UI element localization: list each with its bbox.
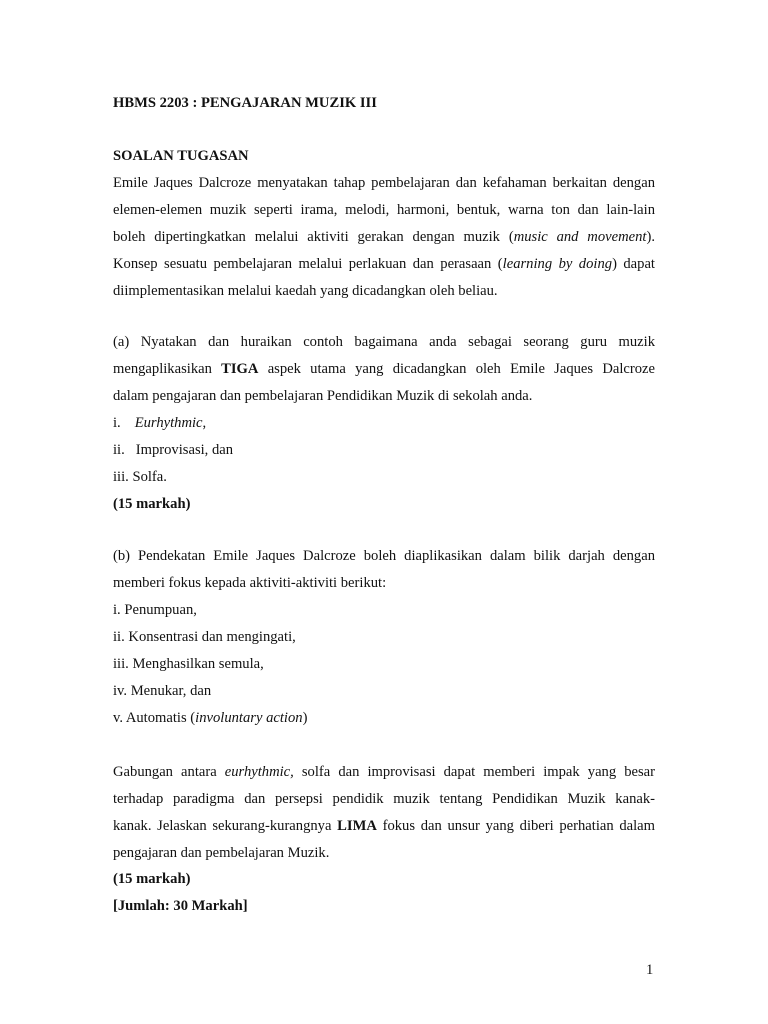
intro-line [113, 229, 655, 246]
question-b-text: solfa dan improvisasi dapat memberi impak yang besar [293, 764, 655, 780]
document-title: HBMS 2203 : PENGAJARAN MUZIK III [113, 95, 377, 111]
total-marks-label: [Jumlah: 30 Markah] [113, 898, 248, 914]
question-b-line: (b) Pendekatan Emile Jaques Dalcroze boleh diaplikasikan dalam bilik darjah dengan [113, 548, 655, 564]
list-item: i. Penumpuan, [113, 602, 197, 618]
intro-text: ). [646, 229, 655, 245]
list-item: iii. Menghasilkan semula, [113, 656, 264, 672]
question-a-text: aspek utama yang dicadangkan oleh Emile Jaques Dalcroze [258, 361, 655, 377]
list-item [113, 469, 167, 486]
question-a-line: dalam pengajaran dan pembelajaran Pendidikan Muzik di sekolah anda. [113, 388, 533, 404]
list-number: iii. [113, 469, 129, 485]
question-a-line: (a) Nyatakan dan huraikan contoh bagaimana anda sebagai seorang guru muzik [113, 334, 655, 350]
emphasis-count: LIMA [337, 818, 377, 834]
marks-label: (15 markah) [113, 871, 191, 887]
list-number: i. [113, 415, 121, 431]
list-item: iv. Menukar, dan [113, 683, 212, 699]
list-text: ) [302, 710, 308, 726]
intro-line: diimplementasikan melalui kaedah yang dicadangkan oleh beliau. [113, 283, 498, 299]
question-b-italic-term: eurhythmic, [224, 764, 294, 780]
section-heading: SOALAN TUGASAN [113, 148, 249, 164]
page-number: 1 [646, 962, 654, 978]
question-a-line [113, 361, 655, 378]
intro-line [113, 256, 655, 273]
list-item: ii. Konsentrasi dan mengingati, [113, 629, 296, 645]
marks-label: (15 markah) [113, 496, 191, 512]
intro-italic-term: learning by doing [502, 256, 613, 272]
question-b-line: terhadap paradigma dan persepsi pendidik muzik tentang Pendidikan Muzik kanak- [113, 791, 655, 807]
list-text: , [202, 415, 207, 431]
intro-text: Konsep sesuatu pembelajaran melalui perlakuan dan perasaan ( [113, 256, 503, 272]
intro-line: elemen-elemen muzik seperti irama, melodi, harmoni, bentuk, warna ton dan lain-lain [113, 202, 655, 218]
question-b-line: pengajaran dan pembelajaran Muzik. [113, 845, 330, 861]
emphasis-count: TIGA [221, 361, 259, 377]
list-item [113, 415, 206, 432]
intro-line: Emile Jaques Dalcroze menyatakan tahap pembelajaran dan kefahaman berkaitan dengan [113, 175, 655, 191]
question-b-line [113, 764, 655, 781]
list-italic-term: involuntary action [195, 710, 303, 726]
list-text: v. Automatis ( [113, 710, 196, 726]
list-number: ii. [113, 442, 125, 458]
list-item [113, 442, 233, 459]
list-item [113, 710, 307, 727]
question-a-text: mengaplikasikan [113, 361, 222, 377]
intro-text: ) dapat [612, 256, 655, 272]
list-text: Improvisasi, dan [135, 442, 234, 458]
question-b-text: kanak. Jelaskan sekurang-kurangnya [113, 818, 338, 834]
question-b-line: memberi fokus kepada aktiviti-aktiviti berikut: [113, 575, 387, 591]
question-b-text: Gabungan antara [113, 764, 225, 780]
intro-italic-term: music and movement [513, 229, 647, 245]
intro-text: boleh dipertingkatkan melalui aktiviti gerakan dengan muzik ( [113, 229, 514, 245]
question-b-text: fokus dan unsur yang diberi perhatian dalam [376, 818, 656, 834]
list-text: Solfa. [132, 469, 167, 485]
question-b-line [113, 818, 655, 835]
list-text: Eurhythmic [134, 415, 203, 431]
